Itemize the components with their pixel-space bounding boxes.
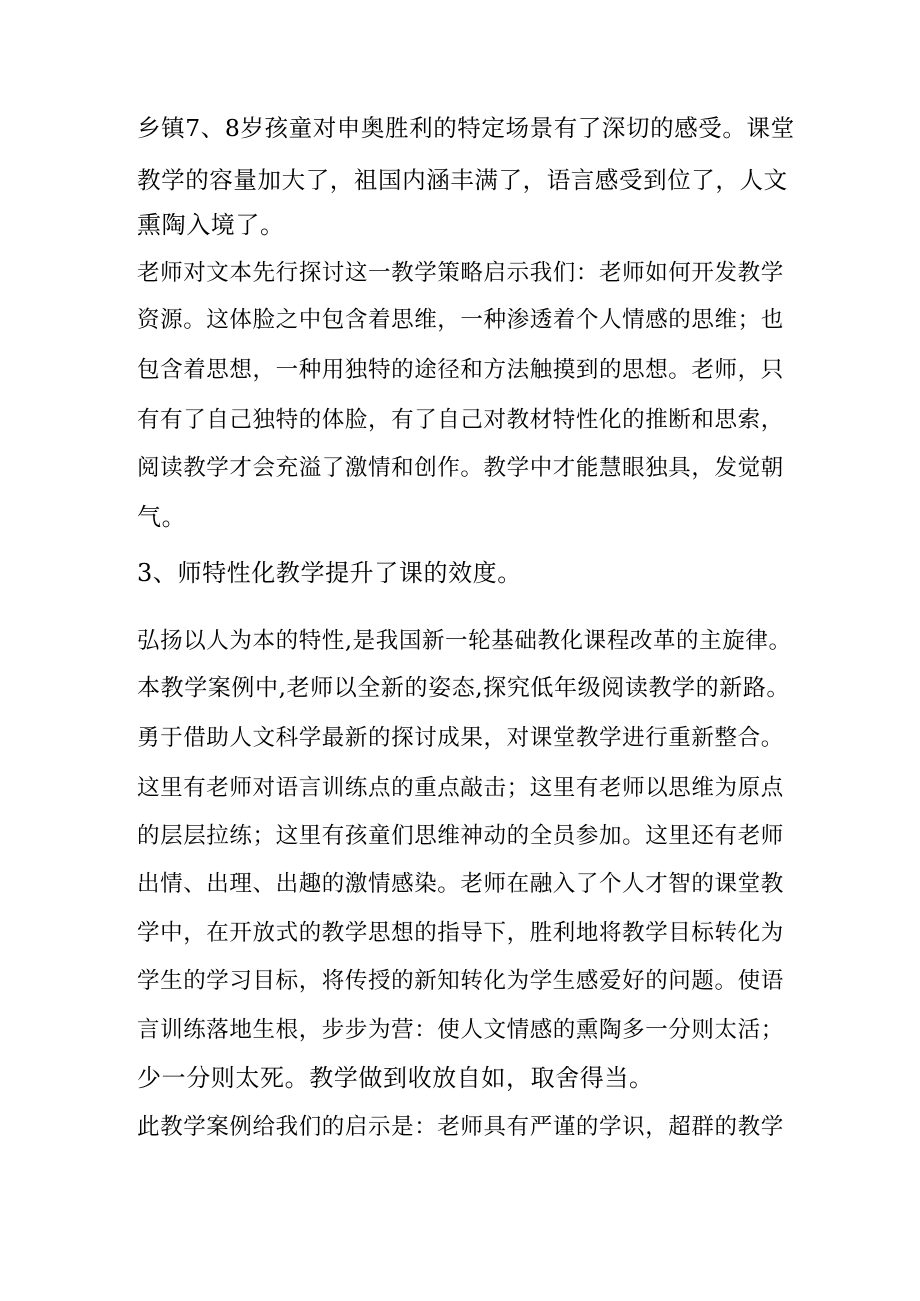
- text-line: 此教学案例给我们的启示是：老师具有严谨的学识，超群的教学: [137, 1114, 784, 1140]
- text-line: 本教学案例中,老师以全新的姿态,探究低年级阅读教学的新路。: [137, 675, 791, 701]
- text-line: 学中，在开放式的教学思想的指导下，胜利地将教学目标转化为: [137, 920, 784, 946]
- text-line: 弘扬以人为本的特性,是我国新一轮基础教化课程改革的主旋律。: [137, 628, 792, 654]
- text-line: 乡镇7、8岁孩童对申奥胜利的特定场景有了深切的感受。课堂: [137, 114, 795, 142]
- text-line: 出情、出理、出趣的激情感染。老师在融入了个人才智的课堂教: [137, 871, 784, 897]
- text-line: 气。: [137, 503, 187, 531]
- text-line: 教学的容量加大了，祖国内涵丰满了，语言感受到位了，人文: [137, 166, 788, 194]
- text-line: 的层层拉练；这里有孩童们思维神动的全员参加。这里还有老师: [137, 823, 784, 849]
- text-line: 资源。这体脸之中包含着思维，一种渗透着个人情感的思维；也: [137, 307, 784, 333]
- text-line: 老师对文本先行探讨这一教学策略启示我们：老师如何开发教学: [137, 260, 784, 286]
- text-line: 言训练落地生根，步步为营：使人文情感的熏陶多一分则太活；: [137, 1017, 784, 1043]
- text-line: 包含着思想，一种用独特的途径和方法触摸到的思想。老师，只: [137, 357, 784, 383]
- text-line: 熏陶入境了。: [137, 211, 285, 239]
- text-line: 有有了自己独特的体脸，有了自己对教材特性化的推断和思索，: [137, 407, 784, 433]
- text-line: 勇于借助人文科学最新的探讨成果，对课堂教学进行重新整合。: [137, 725, 784, 751]
- text-line: 少一分则太死。教学做到收放自如，取舍得当。: [137, 1064, 654, 1092]
- text-line: 阅读教学才会充溢了激情和创作。教学中才能慧眼独具，发觉朝: [137, 455, 784, 481]
- text-line: 这里有老师对语言训练点的重点敲击；这里有老师以思维为原点: [137, 775, 784, 801]
- text-line: 学生的学习目标，将传授的新知转化为学生感爱好的问题。使语: [137, 968, 784, 994]
- section-heading: 3、师特性化教学提升了课的效度。: [137, 559, 522, 587]
